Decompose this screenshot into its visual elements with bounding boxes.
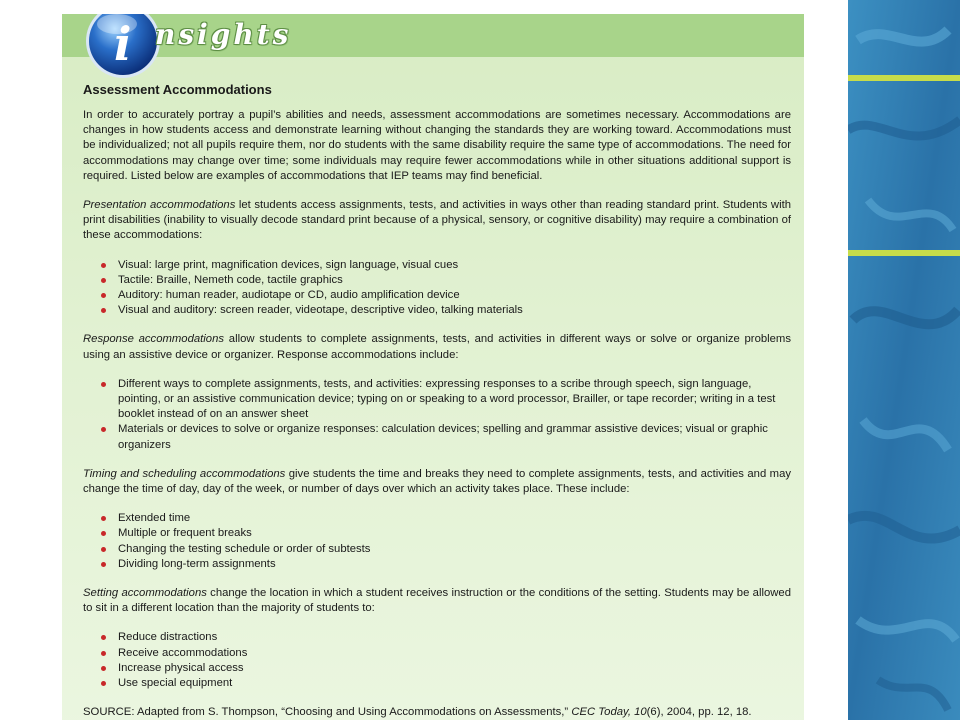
source-prefix: SOURCE: Adapted from S. Thompson, “Choosing and Using Accommodations on Assessments,” bbox=[83, 706, 572, 719]
setting-list bbox=[83, 630, 791, 691]
logo-letter: i bbox=[114, 17, 132, 71]
list-item: Use special equipment bbox=[83, 676, 791, 691]
source-journal: CEC Today, 10 bbox=[571, 706, 647, 719]
source-suffix: (6), 2004, pp. 12, 18. bbox=[646, 706, 752, 719]
timing-list bbox=[83, 511, 791, 572]
section-text: allow students to complete assignments, tests, and activities in different ways or solve or organize problems using an assistive device or organizer. Response accommodations include: bbox=[83, 333, 791, 361]
list-item: Dividing long-term assignments bbox=[83, 557, 791, 572]
section-lead: Setting accommodations bbox=[83, 587, 207, 600]
section-lead: Presentation accommodations bbox=[83, 199, 236, 212]
presentation-paragraph bbox=[83, 198, 791, 244]
list-item: Receive accommodations bbox=[83, 646, 791, 661]
article-body bbox=[83, 82, 791, 720]
insights-panel bbox=[62, 14, 804, 720]
intro-paragraph: In order to accurately portray a pupil’s abilities and needs, assessment accommodations are sometimes necessary. Accommodations are changes in how students access and demonstrate learning without changing the standards they are working toward. Accommodations must be individualized; not all pupils require them, nor do students with the same disability require the same type of accommodations. The need for accommodations may change over time; some individuals may require fewer accommodations while in other situations additional support is required. Listed below are examples of accommodations that IEP teams may find beneficial. bbox=[83, 109, 791, 182]
section-lead: Timing and scheduling accommodations bbox=[83, 467, 286, 480]
list-item: Multiple or frequent breaks bbox=[83, 526, 791, 541]
list-item: Tactile: Braille, Nemeth code, tactile graphics bbox=[83, 273, 791, 288]
response-paragraph bbox=[83, 332, 791, 362]
list-item: Visual and auditory: screen reader, videotape, descriptive video, talking materials bbox=[83, 303, 791, 318]
decorative-side-strip bbox=[848, 0, 960, 720]
side-stripe-top bbox=[848, 75, 960, 81]
list-item: Changing the testing schedule or order of subtests bbox=[83, 542, 791, 557]
source-citation bbox=[83, 705, 791, 720]
section-text: let students access assignments, tests, and activities in ways other than reading standard print. Students with print disabilities (inability to visually decode standard print because of a physical, sensory, or cognitive disability) may require a combination of these accommodations: bbox=[83, 199, 791, 242]
list-item: Auditory: human reader, audiotape or CD, audio amplification device bbox=[83, 288, 791, 303]
setting-paragraph bbox=[83, 586, 791, 616]
list-item: Reduce distractions bbox=[83, 630, 791, 645]
timing-paragraph bbox=[83, 467, 791, 497]
list-item: Increase physical access bbox=[83, 661, 791, 676]
response-list bbox=[83, 377, 791, 453]
insights-logo-icon bbox=[84, 14, 162, 80]
list-item: Different ways to complete assignments, tests, and activities: expressing responses to a scribe through speech, sign language, pointing, or an assistive communication device; typing on or speaking to a word processor, Brailler, or tape recorder; writing in a test booklet instead of on an answer sheet bbox=[83, 377, 791, 423]
side-stripe-bottom bbox=[848, 250, 960, 256]
section-text: change the location in which a student receives instruction or the conditions of the setting. Students may be allowed to sit in a different location than the majority of students to: bbox=[83, 587, 791, 615]
presentation-list bbox=[83, 258, 791, 319]
article-title: Assessment Accommodations bbox=[83, 82, 272, 97]
list-item: Extended time bbox=[83, 511, 791, 526]
section-lead: Response accommodations bbox=[83, 333, 225, 346]
logo-wordmark: nsights bbox=[155, 18, 292, 51]
list-item: Materials or devices to solve or organize responses: calculation devices; spelling and grammar assistive devices; visual or graphic organizers bbox=[83, 422, 791, 452]
list-item: Visual: large print, magnification devices, sign language, visual cues bbox=[83, 258, 791, 273]
section-text: give students the time and breaks they need to complete assignments, tests, and activities and may change the time of day, day of the week, or number of days over which an activity takes place. These include: bbox=[83, 467, 791, 496]
